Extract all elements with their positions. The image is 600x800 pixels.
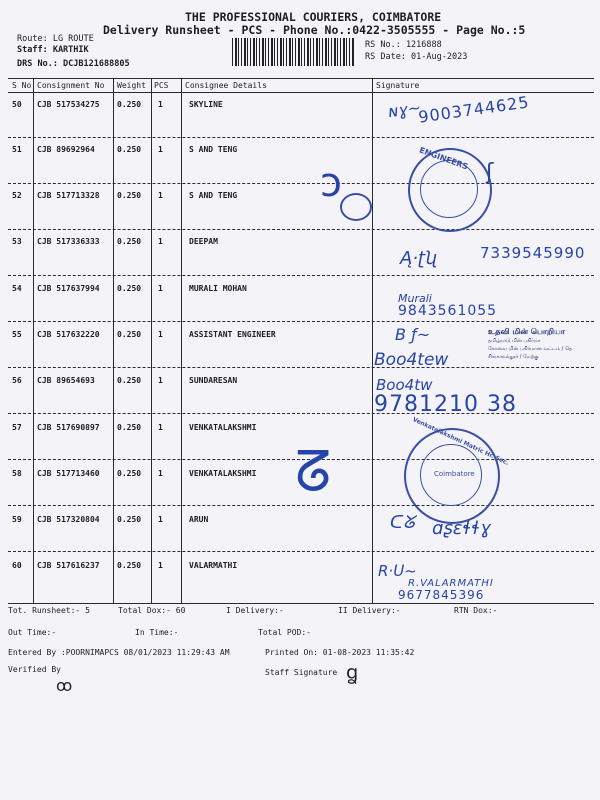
row-separator: [8, 551, 594, 552]
rs-date: RS Date: 01-Aug-2023: [365, 52, 468, 62]
stamp-text: ENGINEERS: [418, 145, 470, 172]
column-header-consignment: Consignment No: [37, 81, 105, 90]
row-consignee: MURALI MOHAN: [189, 284, 247, 293]
handwritten-name: R.VALARMATHI: [408, 578, 494, 589]
total-pod: Total POD:-: [258, 628, 311, 637]
row-pcs: 1: [158, 376, 163, 385]
row-pcs: 1: [158, 145, 163, 154]
column-divider: [113, 78, 114, 603]
handwritten-phone: 9781210 38: [374, 392, 517, 417]
handwritten-name: Boo4tew: [374, 350, 449, 370]
row-weight: 0.250: [117, 515, 142, 524]
rtn-dox: RTN Dox:-: [454, 606, 498, 615]
row-pcs: 1: [158, 191, 163, 200]
row-consignment-no: CJB 517632220: [37, 330, 100, 339]
row-consignee: SKYLINE: [189, 100, 223, 109]
row-weight: 0.250: [117, 237, 142, 246]
row-sno: 54: [12, 284, 22, 293]
handwritten-name: Boo4tw: [376, 376, 433, 394]
row-weight: 0.250: [117, 561, 142, 570]
drs-number: DRS No.: DCJB121688805: [17, 59, 130, 69]
row-consignee: DEEPAM: [189, 237, 218, 246]
engineers-stamp: [408, 145, 492, 232]
column-divider: [372, 78, 373, 603]
row-consignment-no: CJB 517534275: [37, 100, 100, 109]
row-pcs: 1: [158, 237, 163, 246]
rs-number: RS No.: 1216888: [365, 40, 442, 50]
signature-mark: ʃ: [486, 160, 494, 185]
table-bottom-border: [8, 603, 594, 604]
handwritten-phone: 7339545990: [480, 244, 586, 262]
column-header-pcs: PCS: [154, 81, 169, 90]
signature-scribble: ᘔ: [295, 440, 332, 505]
signature-mark: Ą·ʈʯ: [400, 248, 438, 269]
row-separator: [8, 183, 594, 184]
table-top-border: [8, 78, 594, 79]
row-consignment-no: CJB 517713328: [37, 191, 100, 200]
stamp-text: Venkatalakshmi Matric Hr. Sec.: [411, 416, 510, 467]
signature-mark: ɑʂɛɬɬɣ: [432, 518, 491, 539]
row-sno: 53: [12, 237, 22, 246]
staff-signature-label: Staff Signature: [265, 668, 338, 677]
row-sno: 52: [12, 191, 22, 200]
row-sno: 56: [12, 376, 22, 385]
row-sno: 51: [12, 145, 22, 154]
column-header-sno: S No: [12, 81, 32, 90]
row-consignment-no: CJB 89654693: [37, 376, 95, 385]
out-time: Out Time:-: [8, 628, 57, 637]
company-title: THE PROFESSIONAL COURIERS, COIMBATORE: [185, 10, 442, 24]
row-pcs: 1: [158, 100, 163, 109]
i-delivery: I Delivery:-: [226, 606, 284, 615]
printed-on: Printed On: 01-08-2023 11:35:42: [265, 648, 415, 657]
row-weight: 0.250: [117, 376, 142, 385]
row-separator: [8, 367, 594, 368]
row-consignment-no: CJB 89692964: [37, 145, 95, 154]
runsheet-subtitle: Delivery Runsheet - PCS - Phone No.:0422-3505555 - Page No.:5: [103, 23, 526, 37]
row-sno: 55: [12, 330, 22, 339]
column-header-signature: Signature: [376, 81, 420, 90]
row-weight: 0.250: [117, 191, 142, 200]
row-consignee: S AND TENG: [189, 191, 238, 200]
row-consignee: VALARMATHI: [189, 561, 238, 570]
row-weight: 0.250: [117, 100, 142, 109]
handwritten-phone: 9843561055: [398, 303, 498, 319]
column-divider: [33, 78, 34, 603]
row-consignee: SUNDARESAN: [189, 376, 238, 385]
row-separator: [8, 321, 594, 322]
row-weight: 0.250: [117, 330, 142, 339]
table-header-border: [8, 92, 594, 93]
route-label: Route: LG ROUTE: [17, 34, 94, 44]
row-pcs: 1: [158, 423, 163, 432]
handwritten-phone: 9003744625: [417, 92, 531, 127]
handwritten-phone: 9677845396: [398, 588, 485, 602]
tamil-stamp-line: கோவை மின் பகிர்மான வட்டம் / தெ: [488, 346, 573, 352]
row-pcs: 1: [158, 561, 163, 570]
row-pcs: 1: [158, 284, 163, 293]
stamp-text: Coimbatore: [434, 470, 475, 478]
row-weight: 0.250: [117, 469, 142, 478]
total-dox: Total Dox:- 60: [118, 606, 186, 615]
column-header-consignee: Consignee Details: [185, 81, 267, 90]
signature-loop: [340, 193, 372, 221]
verified-by: Verified By: [8, 665, 61, 674]
row-sno: 58: [12, 469, 22, 478]
entered-by: Entered By :POORNIMAPCS 08/01/2023 11:29:43 AM: [8, 648, 230, 657]
signature-mark: B ƒ~: [395, 325, 431, 344]
row-consignment-no: CJB 517320804: [37, 515, 100, 524]
row-consignment-no: CJB 517336333: [37, 237, 100, 246]
signature-mark: R·ᑌ~: [378, 562, 417, 580]
row-separator: [8, 229, 594, 230]
column-divider: [151, 78, 152, 603]
row-consignee: VENKATALAKSHMI: [189, 423, 257, 432]
row-pcs: 1: [158, 515, 163, 524]
row-pcs: 1: [158, 330, 163, 339]
staff-signature: ꬶ: [346, 660, 359, 684]
row-sno: 60: [12, 561, 22, 570]
signature-mark: ᑕᘜ: [390, 512, 415, 533]
school-stamp: [404, 416, 510, 524]
barcode-image: [232, 38, 354, 66]
row-separator: [8, 137, 594, 138]
row-consignee: ASSISTANT ENGINEER: [189, 330, 276, 339]
signature-scribble: ↄ: [320, 160, 342, 206]
row-consignment-no: CJB 517616237: [37, 561, 100, 570]
row-weight: 0.250: [117, 284, 142, 293]
column-divider: [181, 78, 182, 603]
tamil-stamp-line: தமிழ்நாடு மின் பகிர்மா: [488, 338, 541, 344]
column-header-weight: Weight: [117, 81, 146, 90]
tamil-stamp-line: உதவி மின் பொறியா: [488, 327, 566, 336]
row-consignee: VENKATALAKSHMI: [189, 469, 257, 478]
row-consignment-no: CJB 517690897: [37, 423, 100, 432]
row-weight: 0.250: [117, 423, 142, 432]
handwritten-name: Murali: [398, 292, 432, 305]
signature-mark: ɴɣ~: [386, 97, 423, 122]
row-pcs: 1: [158, 469, 163, 478]
tamil-stamp-line: சிங்காநல்லூர் / மேற்கு: [488, 354, 539, 360]
row-consignment-no: CJB 517637994: [37, 284, 100, 293]
tot-runsheet: Tot. Runsheet:- 5: [8, 606, 90, 615]
ii-delivery: II Delivery:-: [338, 606, 401, 615]
verified-signature: ꝏ: [56, 676, 73, 695]
staff-label: Staff: KARTHIK: [17, 45, 89, 55]
row-consignee: S AND TENG: [189, 145, 238, 154]
row-separator: [8, 275, 594, 276]
row-sno: 59: [12, 515, 22, 524]
in-time: In Time:-: [135, 628, 179, 637]
row-sno: 57: [12, 423, 22, 432]
row-consignee: ARUN: [189, 515, 209, 524]
row-weight: 0.250: [117, 145, 142, 154]
row-sno: 50: [12, 100, 22, 109]
row-consignment-no: CJB 517713460: [37, 469, 100, 478]
